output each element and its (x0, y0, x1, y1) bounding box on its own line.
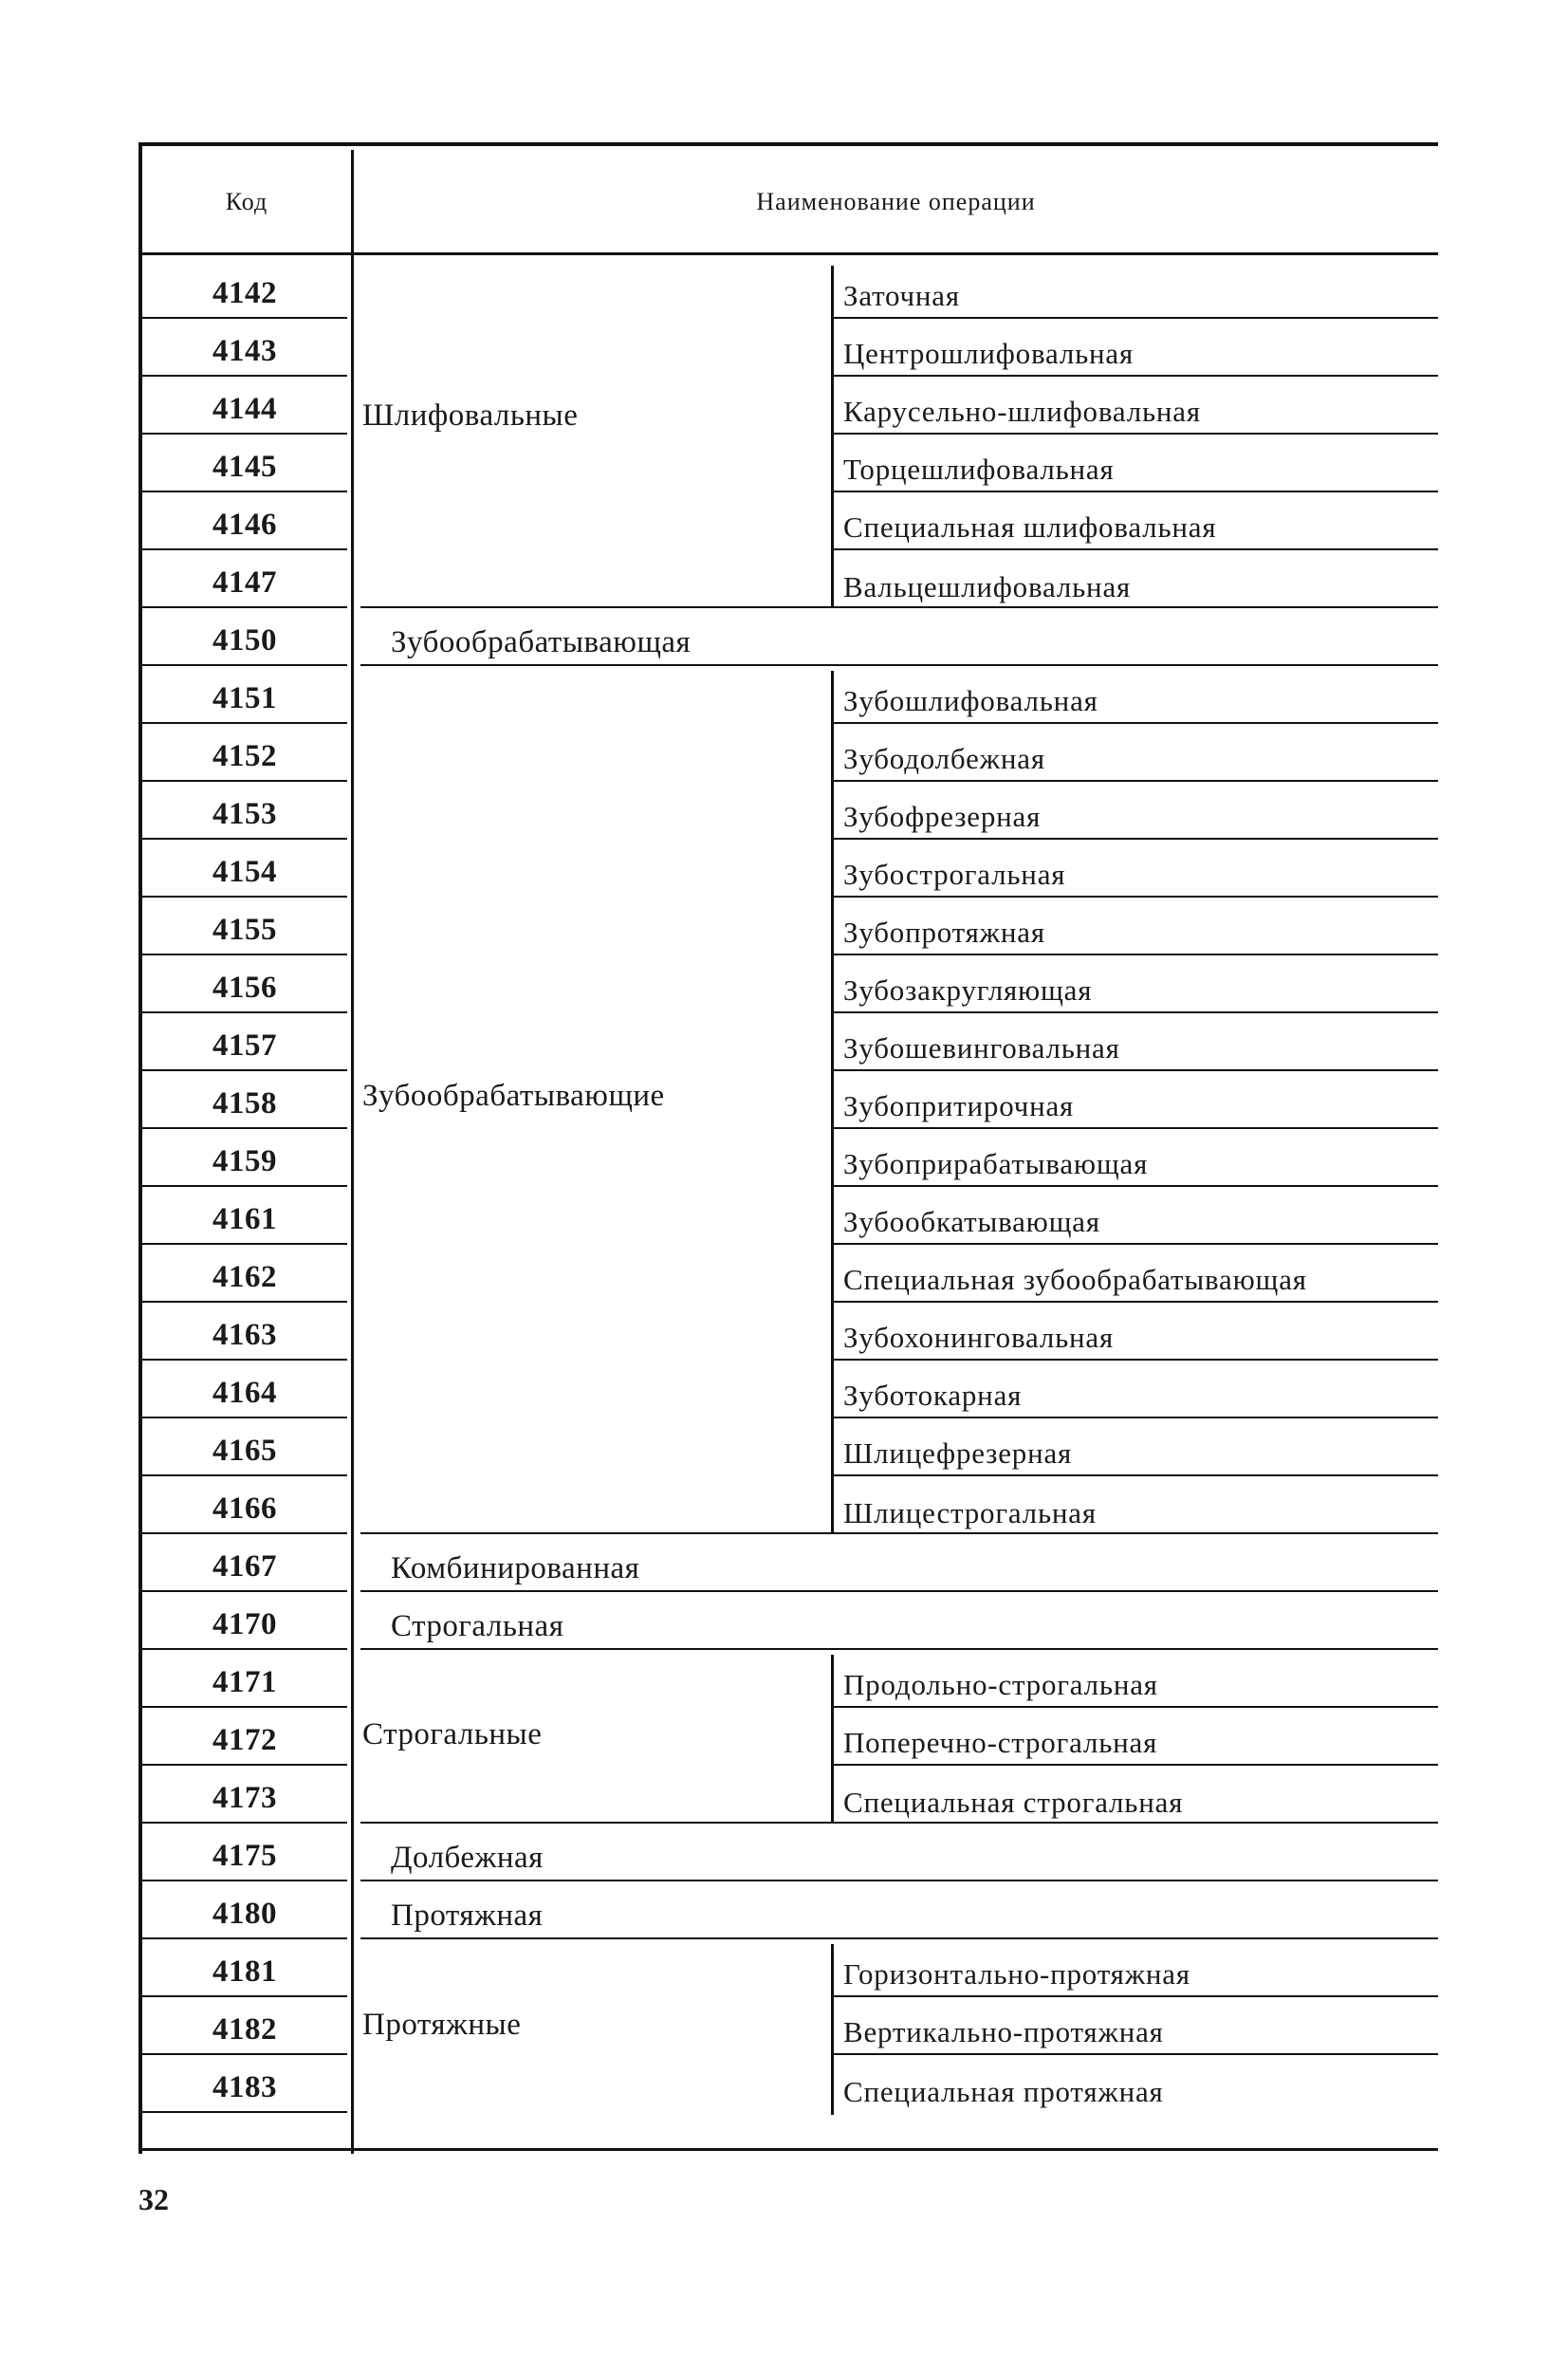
code-cell: 4147 (142, 550, 347, 608)
operation-single: Протяжная (360, 1881, 1438, 1939)
code-cell: 4151 (142, 666, 347, 724)
operation-cell: Зубодолбежная (834, 724, 1438, 782)
code-cell: 4145 (142, 435, 347, 492)
code-cell: 4153 (142, 782, 347, 840)
operation-cell: Центрошлифовальная (834, 319, 1438, 377)
table-top-rule (138, 142, 1438, 146)
header-code: Код (225, 188, 268, 215)
operation-cell: Специальная строгальная (843, 1786, 1184, 1819)
code-cell: 4183 (142, 2055, 347, 2113)
operation-cell: Зубопритирочная (834, 1071, 1438, 1129)
code-cell: 4155 (142, 898, 347, 955)
operation-cell: Заточная (834, 261, 1438, 319)
code-cell: 4161 (142, 1187, 347, 1245)
operation-cell: Зубошлифовальная (834, 666, 1438, 724)
code-cell: 4172 (142, 1708, 347, 1766)
operation-cell: Зубострогальная (834, 840, 1438, 898)
group-label-planing: Строгальные (362, 1717, 543, 1751)
code-cell: 4165 (142, 1418, 347, 1476)
operation-cell: Специальная зубообрабатывающая (834, 1245, 1438, 1303)
code-cell: 4175 (142, 1824, 347, 1881)
code-cell: 4144 (142, 377, 347, 435)
page-number: 32 (138, 2182, 169, 2216)
operation-cell: Шлицестрогальная (843, 1496, 1097, 1529)
operation-cell: Зубоприрабатывающая (834, 1129, 1438, 1187)
code-cell: 4146 (142, 492, 347, 550)
operation-cell: Зубообкатывающая (834, 1187, 1438, 1245)
operation-cell: Продольно-строгальная (834, 1650, 1438, 1708)
code-cell: 4159 (142, 1129, 347, 1187)
group-label-broaching: Протяжные (362, 2008, 522, 2042)
operation-cell: Карусельно-шлифовальная (834, 377, 1438, 435)
group-label-grinding: Шлифовальные (362, 398, 579, 433)
operation-cell: Зубопротяжная (834, 898, 1438, 955)
code-cell: 4163 (142, 1303, 347, 1361)
code-cell: 4180 (142, 1881, 347, 1939)
operation-cell: Шлицефрезерная (834, 1418, 1438, 1476)
code-cell: 4181 (142, 1939, 347, 1997)
operation-cell: Специальная протяжная (843, 2075, 1164, 2108)
operation-single: Зубообрабатывающая (360, 608, 1438, 666)
code-cell: 4164 (142, 1361, 347, 1418)
column-divider (351, 150, 354, 2154)
operation-cell: Вертикально-протяжная (834, 1997, 1438, 2055)
operation-cell: Зуботокарная (834, 1361, 1438, 1418)
code-cell: 4158 (142, 1071, 347, 1129)
group-label-gear: Зубообрабатывающие (362, 1079, 665, 1113)
operation-cell: Зубохонинговальная (834, 1303, 1438, 1361)
code-cell: 4152 (142, 724, 347, 782)
operation-single: Долбежная (360, 1824, 1438, 1881)
operation-single: Строгальная (360, 1592, 1438, 1650)
operation-cell: Зубофрезерная (834, 782, 1438, 840)
code-cell: 4182 (142, 1997, 347, 2055)
operation-cell: Вальцешлифовальная (843, 570, 1132, 603)
operation-cell: Специальная шлифовальная (834, 492, 1438, 550)
code-cell: 4170 (142, 1592, 347, 1650)
code-cell: 4167 (142, 1534, 347, 1592)
operation-single: Комбинированная (360, 1534, 1438, 1592)
operation-cell: Зубошевинговальная (834, 1013, 1438, 1071)
operation-cell: Поперечно-строгальная (834, 1708, 1438, 1766)
operation-cell: Зубозакругляющая (834, 955, 1438, 1013)
code-cell: 4150 (142, 608, 347, 666)
operation-cell: Торцешлифовальная (834, 435, 1438, 492)
code-cell: 4142 (142, 261, 347, 319)
code-cell: 4143 (142, 319, 347, 377)
code-cell: 4162 (142, 1245, 347, 1303)
code-cell: 4166 (142, 1476, 347, 1534)
table-bottom-rule (138, 2148, 1438, 2151)
operations-table (138, 142, 1438, 2154)
code-cell: 4173 (142, 1766, 347, 1824)
code-cell: 4171 (142, 1650, 347, 1708)
code-cell: 4156 (142, 955, 347, 1013)
code-cell: 4157 (142, 1013, 347, 1071)
header-name: Наименование операции (756, 188, 1036, 215)
code-cell: 4154 (142, 840, 347, 898)
operation-cell: Горизонтально-протяжная (834, 1939, 1438, 1997)
header-rule (142, 252, 1438, 255)
